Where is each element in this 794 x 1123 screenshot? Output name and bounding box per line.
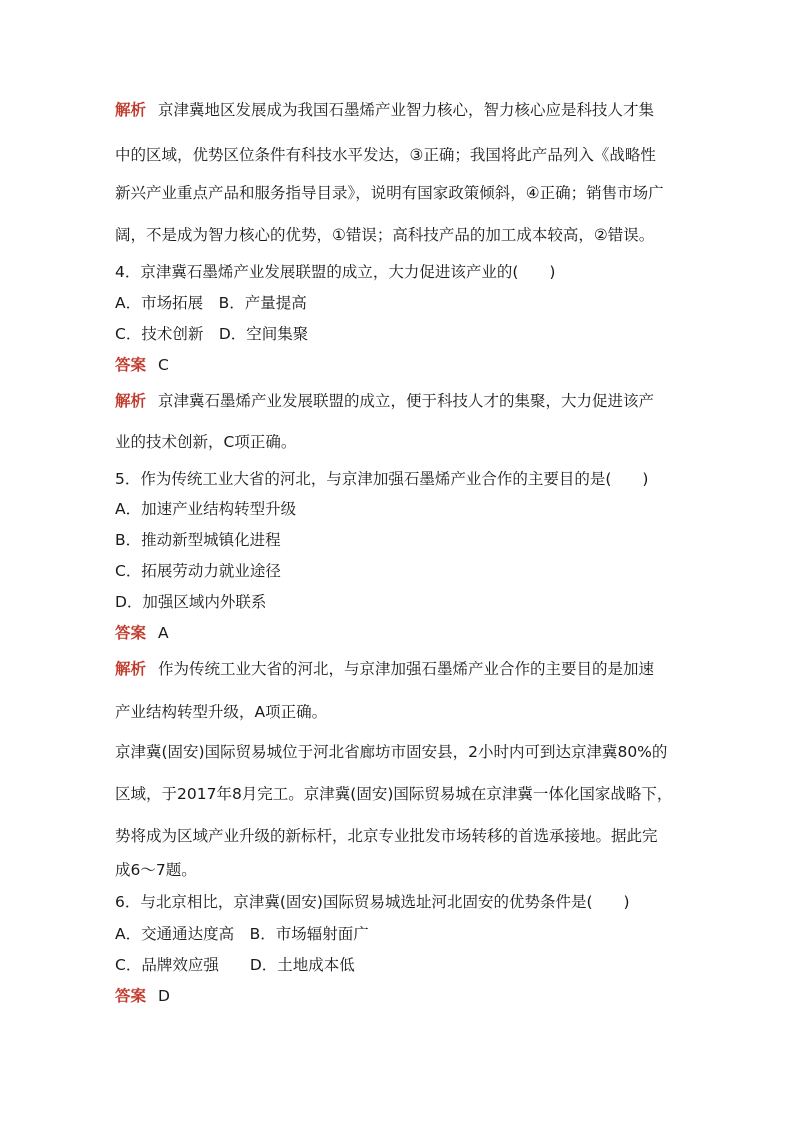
analysis-label: 解析 — [115, 660, 147, 678]
analysis-label: 解析 — [115, 101, 147, 119]
analysis-line: 新兴产业重点产品和服务指导目录》，说明有国家政策倾斜，④正确；销售市场广 — [115, 184, 664, 202]
question-4-options-row: C．技术创新 D．空间集聚 — [115, 325, 309, 343]
question-6-stem: 6．与北京相比，京津冀(固安)国际贸易城选址河北固安的优势条件是( ) — [115, 893, 630, 911]
analysis-line: 阔，不是成为智力核心的优势，①错误；高科技产品的加工成本较高，②错误。 — [115, 226, 655, 244]
analysis-line: 产业结构转型升级，A项正确。 — [115, 703, 328, 721]
question-5-option: B．推动新型城镇化进程 — [115, 531, 281, 549]
question-4-options-row: A．市场拓展 B．产量提高 — [115, 294, 307, 312]
answer-line — [115, 986, 170, 1006]
answer-value: D — [158, 987, 170, 1005]
answer-label: 答案 — [115, 356, 147, 374]
analysis-line: 解析 京津冀地区发展成为我国石墨烯产业智力核心，智力核心应是科技人才集 — [115, 101, 655, 119]
answer-line — [115, 355, 169, 375]
passage-line: 京津冀(固安)国际贸易城位于河北省廊坊市固安县，2小时内可到达京津冀80%的 — [115, 743, 668, 761]
passage-line: 势将成为区域产业升级的新标杆，北京专业批发市场转移的首选承接地。据此完 — [115, 827, 658, 845]
question-5-option: A．加速产业结构转型升级 — [115, 500, 297, 518]
analysis-line: 中的区域，优势区位条件有科技水平发达，③正确；我国将此产品列入《战略性 — [115, 146, 656, 164]
answer-value: A — [158, 624, 169, 642]
question-6-options-row: C．品牌效应强 D．土地成本低 — [115, 956, 355, 974]
answer-label: 答案 — [115, 624, 147, 642]
passage-line: 区域，于2017年8月完工。京津冀(固安)国际贸易城在京津冀一体化国家战略下， — [115, 785, 673, 803]
answer-label: 答案 — [115, 987, 147, 1005]
question-5-option: C．拓展劳动力就业途径 — [115, 562, 281, 580]
answer-value: C — [158, 356, 169, 374]
question-5-stem: 5．作为传统工业大省的河北，与京津加强石墨烯产业合作的主要目的是( ) — [115, 470, 649, 488]
question-5-option: D．加强区域内外联系 — [115, 593, 267, 611]
question-6-options-row: A．交通通达度高 B．市场辐射面广 — [115, 925, 369, 943]
analysis-line: 解析 作为传统工业大省的河北，与京津加强石墨烯产业合作的主要目的是加速 — [115, 660, 655, 678]
analysis-line: 解析 京津冀石墨烯产业发展联盟的成立，便于科技人才的集聚，大力促进该产 — [115, 392, 655, 410]
answer-line — [115, 623, 169, 643]
analysis-label: 解析 — [115, 392, 147, 410]
question-4-stem: 4．京津冀石墨烯产业发展联盟的成立，大力促进该产业的( ) — [115, 263, 556, 281]
analysis-line: 业的技术创新，C项正确。 — [115, 433, 297, 451]
passage-line: 成6～7题。 — [115, 861, 197, 879]
